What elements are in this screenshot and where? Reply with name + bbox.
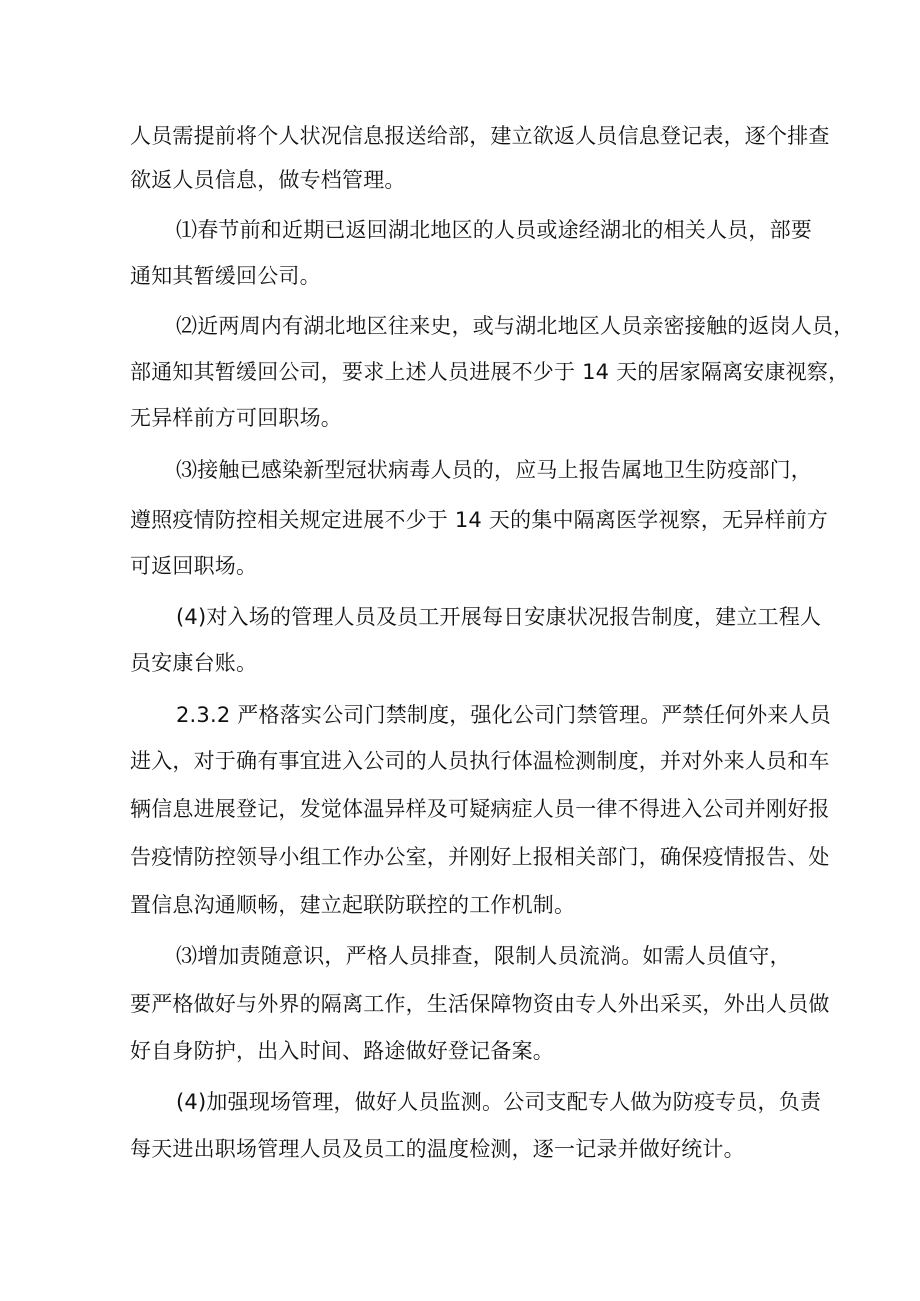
paragraph-1-line-0: ⑴春节前和近期已返回湖北地区的人员或途经湖北的相关人员，部要 [176,218,812,242]
paragraph-3-line-1: 遵照疫情防控相关规定进展不少于 14 天的集中隔离医学视察，无异样前方 [130,508,829,532]
paragraph-0-line-1: 欲返人员信息，做专档管理。 [130,168,406,192]
paragraph-4-line-1: 员安康台账。 [130,651,258,675]
paragraph-6-line-0: ⑶增加责随意识，严格人员排查，限制人员流淌。如需人员值守， [176,944,791,968]
paragraph-5-line-1: 进入，对于确有事宜进入公司的人员执行体温检测制度，并对外来人员和车 [130,749,830,773]
paragraph-5-line-3: 告疫情防控领导小组工作办公室，并刚好上报相关部门，确保疫情报告、处 [130,845,830,869]
paragraph-7-line-1: 每天进出职场管理人员及员工的温度检测，逐一记录并做好统计。 [130,1137,745,1161]
paragraph-6-line-1: 要严格做好与外界的隔离工作，生活保障物资由专人外出采买，外出人员做 [130,992,830,1016]
paragraph-4-line-0: (4)对入场的管理人员及员工开展每日安康状况报告制度，建立工程人 [176,605,822,629]
paragraph-5-line-2: 辆信息进展登记，发觉体温异样及可疑病症人员一律不得进入公司并刚好报 [130,797,830,821]
paragraph-0-line-0: 人员需提前将个人状况信息报送给部，建立欲返人员信息登记表，逐个排查 [130,124,830,148]
paragraph-7-line-0: (4)加强现场管理，做好人员监测。公司支配专人做为防疫专员，负责 [176,1090,822,1114]
paragraph-5-line-0: 2.3.2 严格落实公司门禁制度，强化公司门禁管理。严禁任何外来人员 [176,703,831,727]
paragraph-1-line-1: 通知其暂缓回公司。 [130,264,321,288]
paragraph-3-line-2: 可返回职场。 [130,554,258,578]
paragraph-2-line-1: 部通知其暂缓回公司，要求上述人员进展不少于 14 天的居家隔离安康视察， [130,360,850,384]
paragraph-2-line-0: ⑵近两周内有湖北地区往来史，或与湖北地区人员亲密接触的返岗人员， [176,314,855,338]
paragraph-2-line-2: 无异样前方可回职场。 [130,406,342,430]
paragraph-6-line-2: 好自身防护，出入时间、路途做好登记备案。 [130,1039,554,1063]
paragraph-5-line-4: 置信息沟通顺畅，建立起联防联控的工作机制。 [130,893,576,917]
paragraph-3-line-0: ⑶接触已感染新型冠状病毒人员的，应马上报告属地卫生防疫部门， [176,458,812,482]
